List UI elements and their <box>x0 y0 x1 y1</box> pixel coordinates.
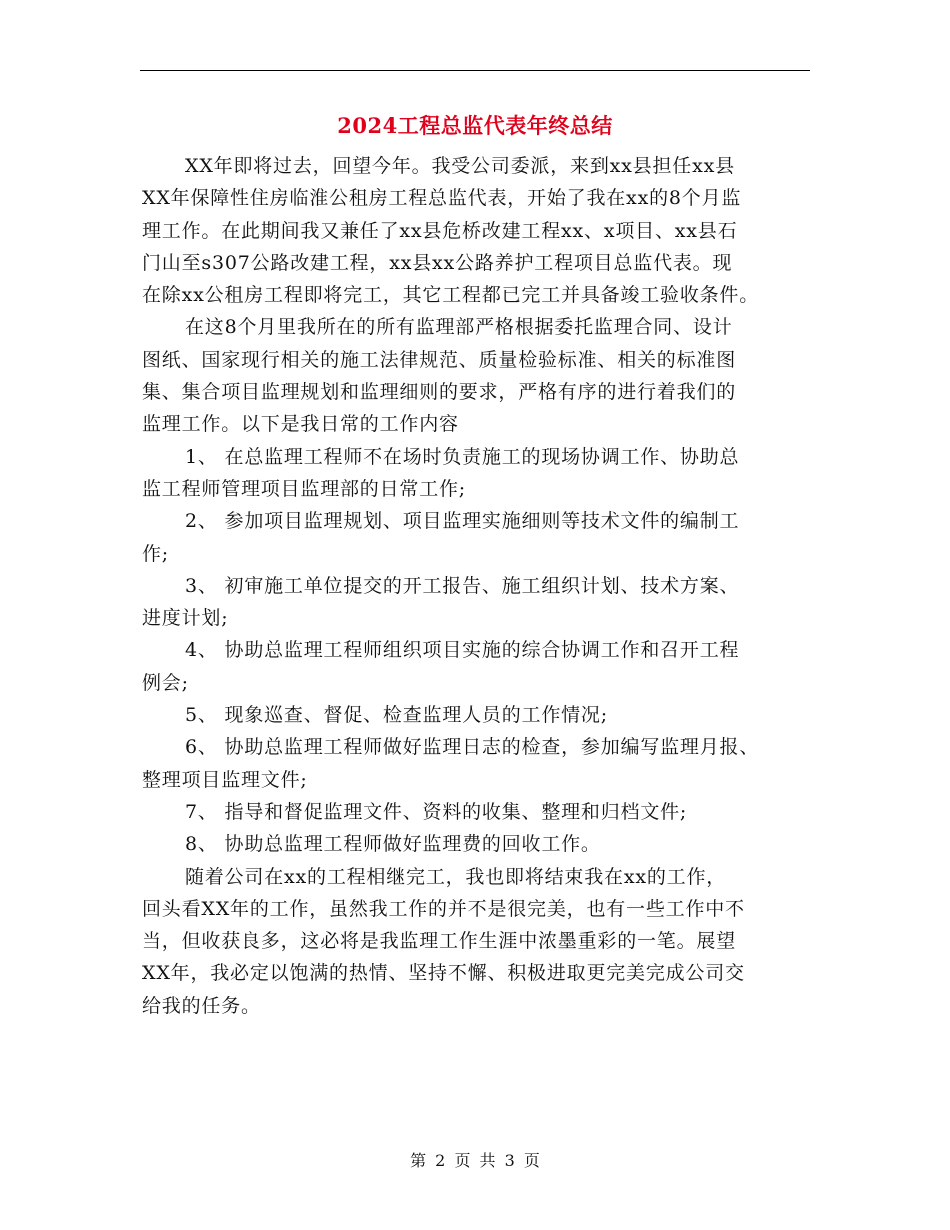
text-line: XX年，我必定以饱满的热情、坚持不懈、积极进取更完美完成公司交 <box>142 962 745 985</box>
text-line: 理工作。在此期间我又兼任了xx县危桥改建工程xx、x项目、xx县石 <box>142 219 738 242</box>
text-line: 在除xx公租房工程即将完工，其它工程都已完工并具备竣工验收条件。 <box>142 284 760 307</box>
text-line: XX年保障性住房临淮公租房工程总监代表，开始了我在xx的8个月监 <box>142 187 742 210</box>
page-footer: 第 2 页 共 3 页 <box>410 1151 540 1170</box>
text-line: 4、 协助总监理工程师组织项目实施的综合协调工作和召开工程 <box>185 639 740 662</box>
text-line: 给我的任务。 <box>142 994 261 1017</box>
text-line: 随着公司在xx的工程相继完工，我也即将结束我在xx的工作， <box>185 865 727 888</box>
text-line: 3、 初审施工单位提交的开工报告、施工组织计划、技术方案、 <box>185 574 740 597</box>
text-line: 回头看XX年的工作，虽然我工作的并不是很完美，也有一些工作中不 <box>142 897 745 920</box>
text-line: 整理项目监理文件; <box>142 768 308 791</box>
text-line: 图纸、国家现行相关的施工法律规范、质量检验标准、相关的标准图 <box>142 348 737 371</box>
text-line: 8、 协助总监理工程师做好监理费的回收工作。 <box>185 833 601 856</box>
text-line: 门山至s307公路改建工程，xx县xx公路养护工程项目总监代表。现 <box>142 251 733 274</box>
text-line: 6、 协助总监理工程师做好监理日志的检查，参加编写监理月报、 <box>185 736 760 759</box>
text-line: 在这8个月里我所在的所有监理部严格根据委托监理合同、设计 <box>185 316 733 339</box>
text-line: 监工程师管理项目监理部的日常工作; <box>142 477 467 500</box>
document-body <box>142 150 812 1022</box>
text-line: 进度计划; <box>142 607 229 630</box>
header-rule <box>140 70 810 71</box>
text-line: 2、 参加项目监理规划、项目监理实施细则等技术文件的编制工 <box>185 510 740 533</box>
text-line: 1、 在总监理工程师不在场时负责施工的现场协调工作、协助总 <box>185 445 740 468</box>
text-line: 集、集合项目监理规划和监理细则的要求，严格有序的进行着我们的 <box>142 381 737 404</box>
text-line: 作; <box>142 542 170 565</box>
text-line: XX年即将过去，回望今年。我受公司委派，来到xx县担任xx县 <box>185 155 735 177</box>
text-line: 例会; <box>142 671 189 694</box>
text-line: 当，但收获良多，这必将是我监理工作生涯中浓墨重彩的一笔。展望 <box>142 930 737 953</box>
document-title: 2024工程总监代表年终总结 <box>337 113 613 138</box>
text-line: 5、 现象巡查、督促、检查监理人员的工作情况; <box>185 704 608 727</box>
text-line: 监理工作。以下是我日常的工作内容 <box>142 413 459 436</box>
text-line: 7、 指导和督促监理文件、资料的收集、整理和归档文件; <box>185 800 688 823</box>
